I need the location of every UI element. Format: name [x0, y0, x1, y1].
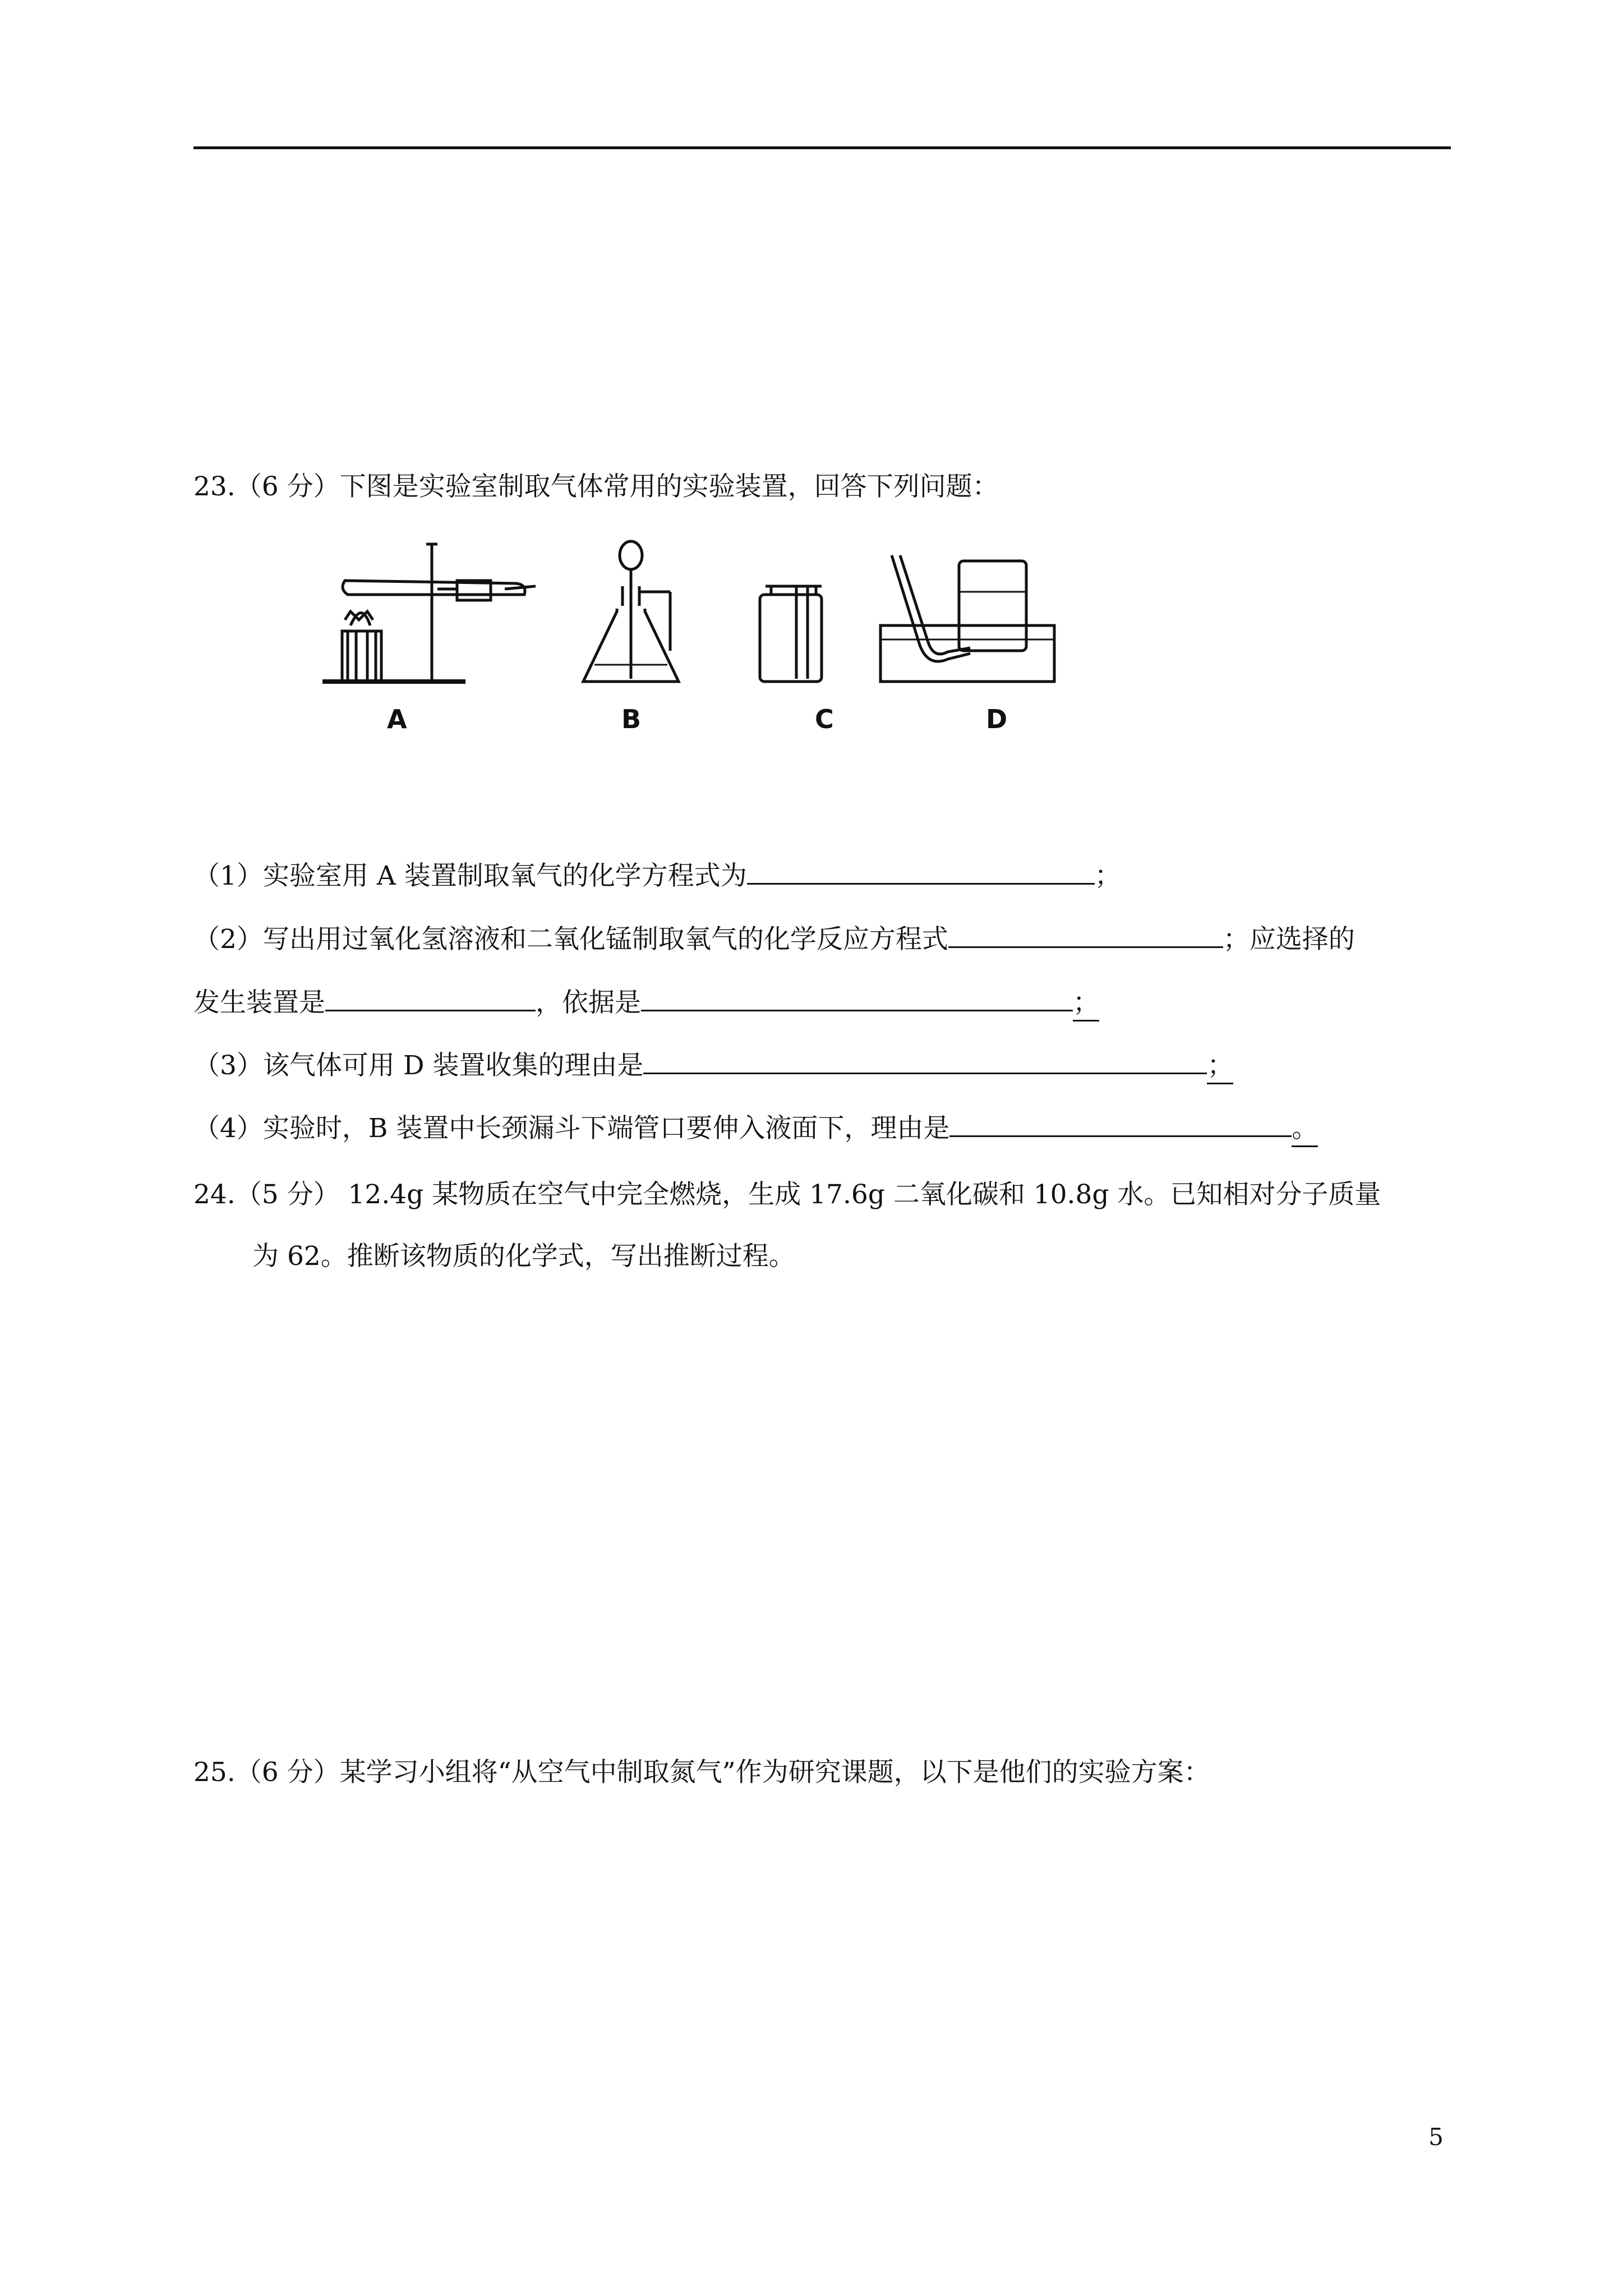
q23-part1-end: ；	[1094, 861, 1121, 891]
answer-blank[interactable]	[643, 1048, 1207, 1074]
figure-label-d: D	[986, 704, 1008, 734]
q23-part2	[193, 922, 1355, 956]
q23-header: 23.（6 分）下图是实验室制取气体常用的实验装置，回答下列问题：	[193, 471, 999, 502]
q23-part4	[193, 1111, 1318, 1147]
q23-part2-continued	[193, 985, 1099, 1022]
q24-line2: 为 62。推断该物质的化学式，写出推断过程。	[252, 1241, 795, 1272]
apparatus-c	[760, 586, 822, 682]
q23-part3	[193, 1048, 1233, 1084]
q24-line1: 24.（5 分） 12.4g 某物质在空气中完全燃烧，生成 17.6g 二氧化碳和 10.8g 水。已知相对分子质量	[193, 1179, 1381, 1210]
q25-line1: 25.（6 分）某学习小组将“从空气中制取氮气”作为研究课题，以下是他们的实验方案：	[193, 1757, 1210, 1788]
q23-part4-text: （4）实验时，B 装置中长颈漏斗下端管口要伸入液面下，理由是	[193, 1113, 950, 1144]
apparatus-d	[880, 555, 1054, 682]
q23-part2b-end: ；	[1073, 986, 1099, 1022]
figure-label-a: A	[387, 704, 407, 734]
q23-part2b-mid: ，依据是	[536, 987, 641, 1018]
page-number: 5	[1428, 2123, 1444, 2151]
answer-blank[interactable]	[641, 985, 1073, 1011]
answer-blank[interactable]	[949, 1111, 1292, 1137]
q23-part3-end: ；	[1207, 1049, 1233, 1084]
apparatus-a	[322, 544, 536, 682]
q23-part2-text: （2）写出用过氧化氢溶液和二氧化锰制取氧气的化学反应方程式	[193, 924, 948, 955]
header-rule	[193, 146, 1451, 149]
q23-part4-end: 。	[1292, 1112, 1318, 1147]
q23-part1-text: （1）实验室用 A 装置制取氧气的化学方程式为	[193, 861, 747, 891]
figure-label-c: C	[815, 704, 834, 734]
figure-label-b: B	[621, 704, 642, 734]
q23-part1	[193, 858, 1121, 893]
answer-blank[interactable]	[325, 985, 536, 1011]
q23-part2b-text: 发生装置是	[193, 987, 325, 1018]
q23-part3-text: （3）该气体可用 D 装置收集的理由是	[193, 1050, 644, 1081]
answer-blank[interactable]	[747, 858, 1095, 885]
answer-blank[interactable]	[948, 922, 1223, 948]
apparatus-b	[583, 541, 679, 682]
q23-part2-end: ；应选择的	[1223, 924, 1355, 955]
